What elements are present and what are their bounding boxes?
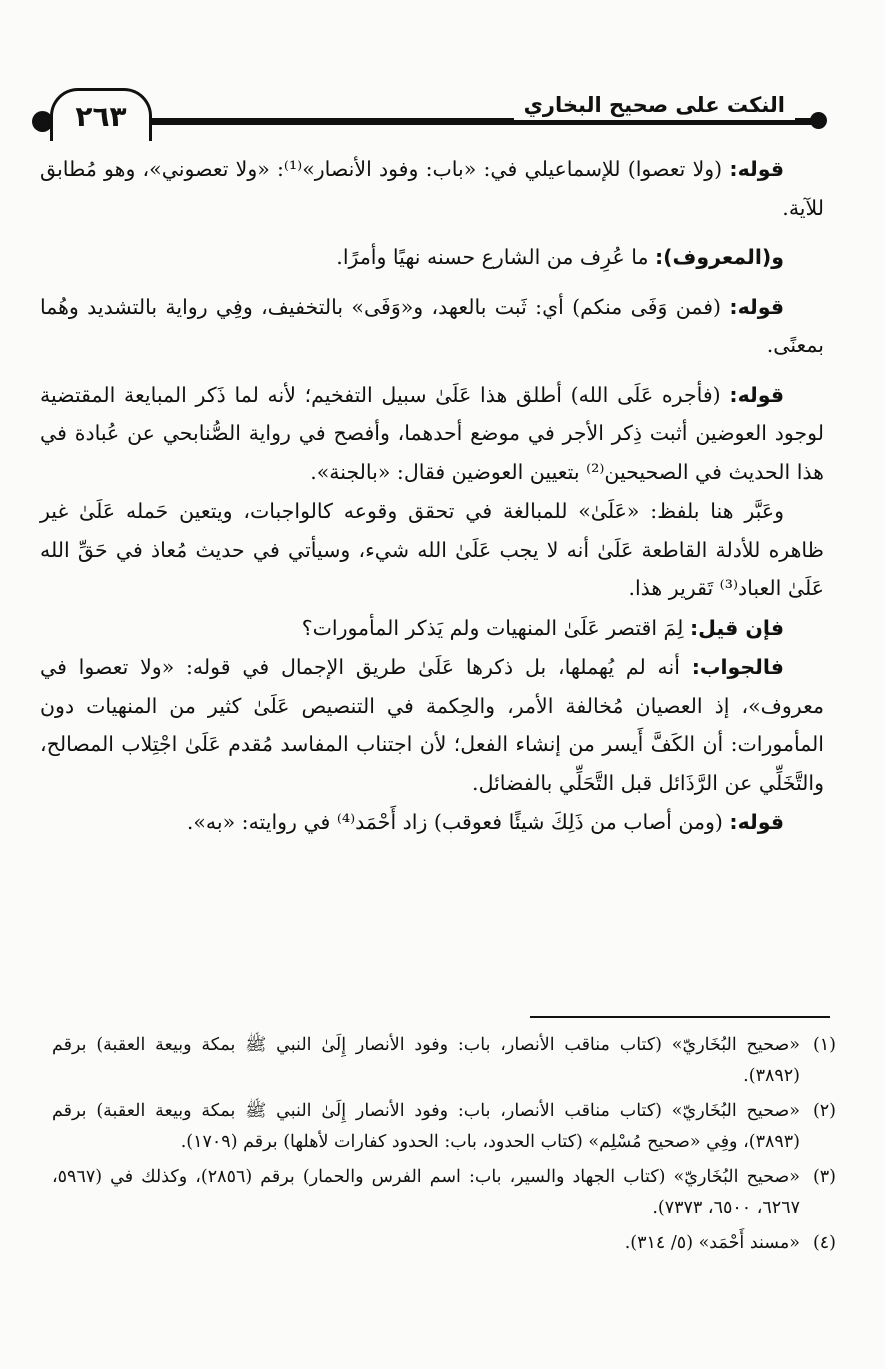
footnote-number: (١) <box>812 1035 836 1055</box>
paragraph-6 <box>40 609 824 648</box>
footnotes <box>52 1030 836 1263</box>
footnote-3 <box>52 1162 836 1224</box>
paragraph-1-text: (ولا تعصوا) للإسماعيلي في: «باب: وفود الأنصار»⁽¹⁾: «ولا تعصوني»، وهو مُطابق للآية. <box>40 157 824 220</box>
footnote-number: (٣) <box>812 1167 836 1187</box>
paragraph-7 <box>40 648 824 802</box>
paragraph-8 <box>40 803 824 842</box>
paragraph-6-lead: فإن قيل: <box>689 615 784 640</box>
paragraph-2-text: ما عُرِف من الشارع حسنه نهيًا وأمرًا. <box>336 245 649 269</box>
footnote-4 <box>52 1228 836 1259</box>
page-header <box>0 80 885 150</box>
book-title: النكت على صحيح البخاري <box>514 90 795 120</box>
page-number: ٢٦٣ <box>50 88 152 141</box>
footnote-text: «صحيح البُخَاريّ» (كتاب مناقب الأنصار، باب: وفود الأنصار إِلَىٰ النبي ﷺ بمكة وبيعة العقبة) برقم (٣٨٩٣)، وفِي «صحيح مُسْلِم» (كتاب الحدود، باب: الحدود كفارات لأهلها) برقم (١٧٠٩). <box>52 1101 800 1152</box>
footnote-text: «صحيح البُخَاريّ» (كتاب مناقب الأنصار، باب: وفود الأنصار إِلَىٰ النبي ﷺ بمكة وبيعة العقبة) برقم (٣٨٩٢). <box>52 1035 800 1086</box>
header-dot-right <box>810 112 827 129</box>
paragraph-1-lead: قوله: <box>729 157 784 181</box>
paragraph-3-lead: قوله: <box>729 294 784 319</box>
paragraph-7-lead: فالجواب: <box>691 655 784 679</box>
footnote-text: «مسند أَحْمَد» (٥/ ٣١٤). <box>624 1233 800 1253</box>
paragraph-4-text: (فأجره عَلَى الله) أطلق هذا عَلَىٰ سبيل التفخيم؛ لأنه لما ذَكر المبايعة المقتضية لوجود العوضين أثبت ذِكر الأجر في موضع أحدهما، وأفصح في رواية الصُّنابحي عن عُبادة في هذا الحديث في الصحيحين⁽²⁾ بتعيين العوضين فقال: «بالجنة». <box>40 382 824 484</box>
footnote-text: «صحيح البُخَاريّ» (كتاب الجهاد والسير، باب: اسم الفرس والحمار) برقم (٢٨٥٦)، وكذلك في (٥٩٦٧، ٦٢٦٧، ٦٥٠٠، ٧٣٧٣). <box>52 1167 801 1218</box>
paragraph-7-text: أنه لم يُهملها، بل ذكرها عَلَىٰ طريق الإجمال في قوله: «ولا تعصوا في معروف»، إذ العصيان مُخالفة الأمر، والحِكمة في التنصيص عَلَىٰ كثير من المنهيات دون المأمورات: أن الكَفَّ أَيسر من إنشاء الفعل؛ لأن اجتناب المفاسد مُقدم عَلَىٰ اجْتِلاب المصالح، والتَّخَلِّي عن الرَّذَائل قبل التَّحَلِّي بالفضائل. <box>40 655 824 795</box>
paragraph-3 <box>40 288 824 365</box>
paragraph-1 <box>40 150 824 227</box>
footnote-number: (٢) <box>812 1101 836 1121</box>
main-text <box>40 150 824 843</box>
paragraph-3-text: (فمن وَفَى منكم) أي: ثَبت بالعهد، و«وَفَى» بالتخفيف، وفِي رواية بالتشديد وهُما بمعنًى. <box>40 294 824 357</box>
footnote-1 <box>52 1030 836 1092</box>
paragraph-2-lead: و(المعروف): <box>654 245 784 269</box>
paragraph-8-text: (ومن أصاب من ذَلِكَ شيئًا فعوقب) زاد أَحْمَد⁽⁴⁾ في روايته: «به». <box>186 810 723 834</box>
footnote-2 <box>52 1096 836 1158</box>
paragraph-6-text: لِمَ اقتصر عَلَىٰ المنهيات ولم يَذكر المأمورات؟ <box>301 615 684 640</box>
paragraph-8-lead: قوله: <box>729 810 784 834</box>
paragraph-5: وعَبَّر هنا بلفظ: «عَلَىٰ» للمبالغة في تحقق وقوعه كالواجبات، ويتعين حَمله عَلَىٰ غير ظاهره للأدلة القاطعة عَلَىٰ أنه لا يجب عَلَىٰ الله شيء، وسيأتي في حديث مُعاذ في حَقِّ الله عَلَىٰ العباد⁽³⁾ تَقرير هذا. <box>40 499 824 600</box>
paragraph-4-lead: قوله: <box>729 382 784 407</box>
paragraph-4 <box>40 376 824 492</box>
footnote-number: (٤) <box>812 1233 836 1253</box>
paragraph-2 <box>40 238 824 277</box>
footnote-separator <box>530 1016 830 1018</box>
